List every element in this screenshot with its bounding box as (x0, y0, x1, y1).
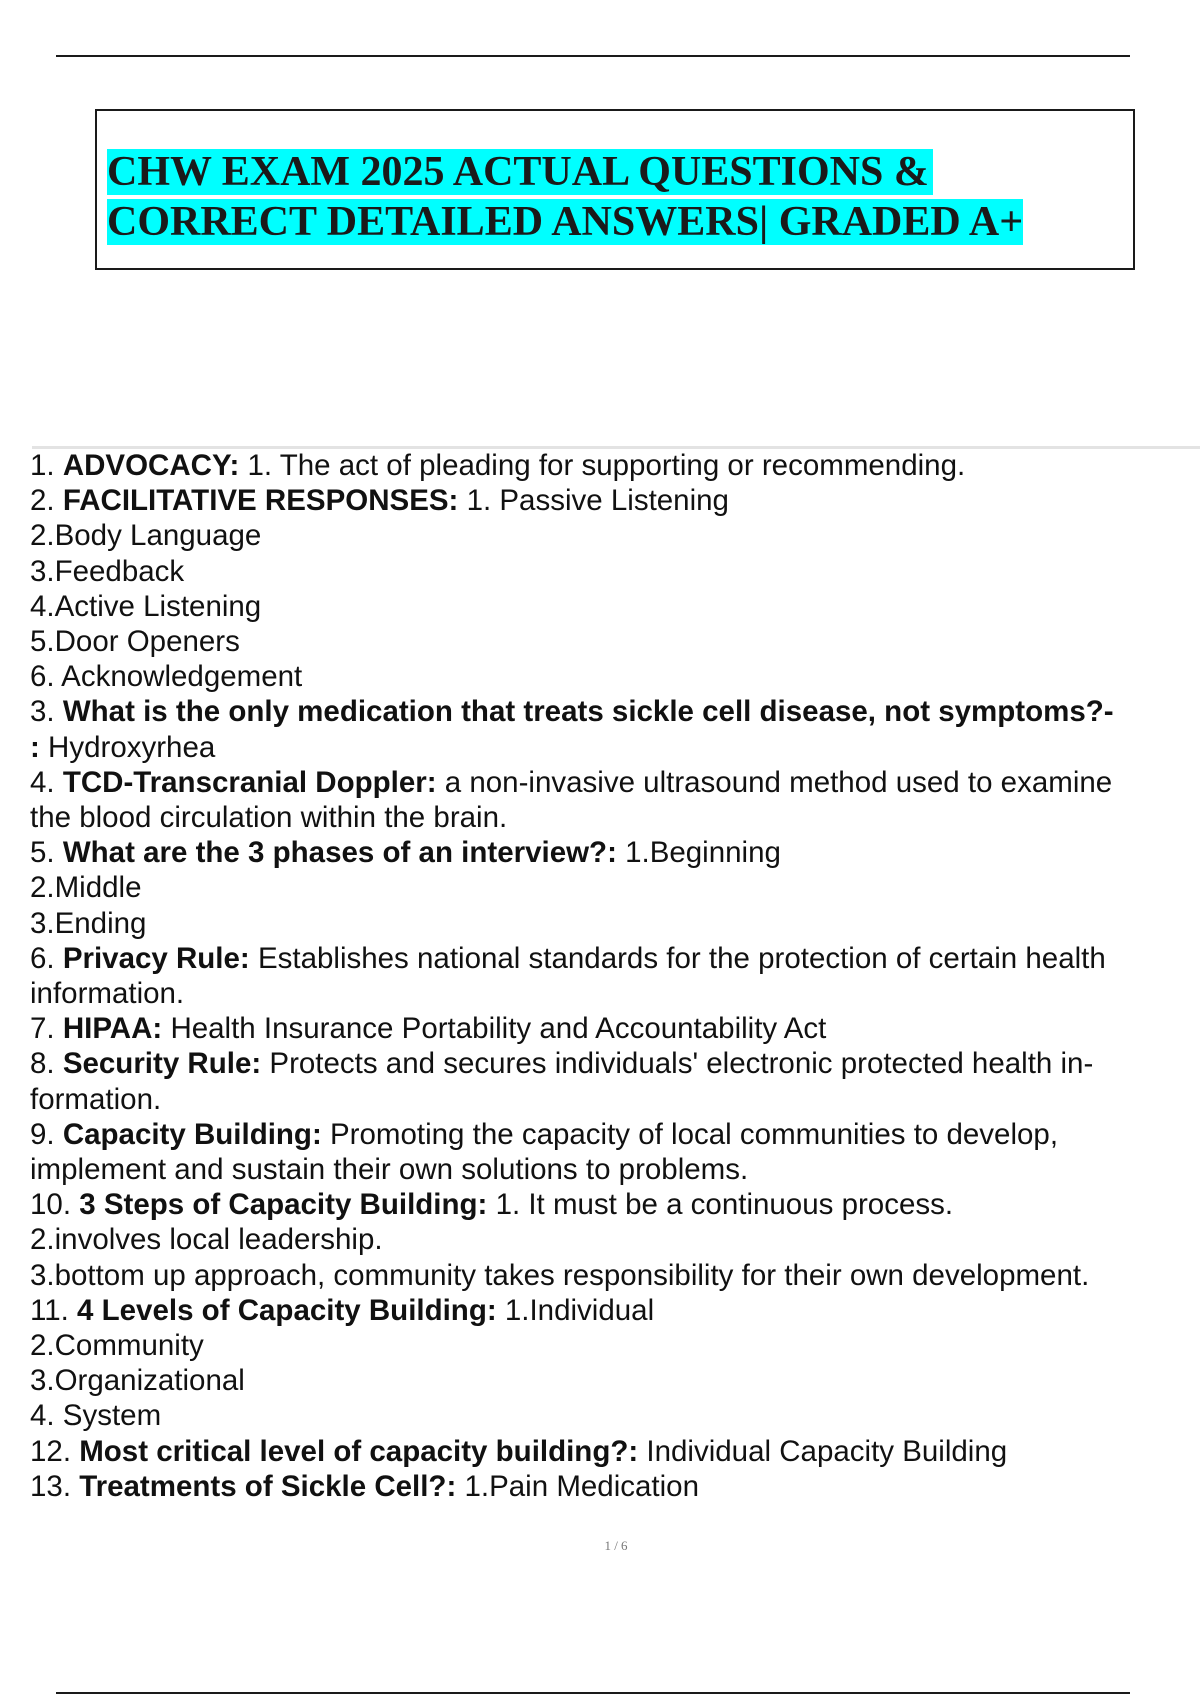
qa-entry (30, 1011, 1200, 1046)
bottom-rule (56, 1692, 1130, 1694)
entry-continuation: 2.Body Language (30, 519, 262, 553)
entry-answer: a non-invasive ultrasound method used to examine (444, 765, 1113, 799)
qa-entry (30, 1187, 1200, 1222)
qa-entry (30, 1434, 1200, 1469)
entry-continuation: 6. Acknowledgement (30, 660, 303, 694)
entry-term-continuation: : (30, 730, 40, 764)
entry-term: What is the only medication that treats sickle cell disease, not symptoms?- (62, 695, 1114, 729)
qa-entry (30, 765, 1200, 800)
qa-entry (30, 1293, 1200, 1328)
entry-term: Most critical level of capacity building?: (79, 1434, 639, 1468)
entry-number: 1. (30, 449, 55, 482)
entry-answer: 1.Individual (504, 1293, 655, 1327)
entry-continuation: 4.Active Listening (30, 589, 262, 623)
entry-answer: Protects and secures individuals' electronic protected health in- (269, 1047, 1094, 1081)
entry-term: ADVOCACY: (62, 449, 240, 482)
entry-number: 3. (30, 695, 55, 729)
entry-number: 2. (30, 484, 55, 518)
entry-continuation: the blood circulation within the brain. (30, 801, 508, 835)
entry-number: 4. (30, 765, 55, 799)
entry-continuation: 2.involves local leadership. (30, 1223, 383, 1257)
entry-number: 13. (30, 1469, 72, 1503)
entry-continuation: information. (30, 977, 185, 1011)
entry-number: 11. (30, 1293, 69, 1327)
title-box (95, 109, 1135, 270)
entry-answer: 1. Passive Listening (466, 484, 729, 518)
qa-entry (30, 694, 1200, 729)
entry-number: 10. (30, 1188, 72, 1222)
entry-answer: Health Insurance Portability and Accountability Act (170, 1012, 827, 1046)
entry-continuation: 5.Door Openers (30, 625, 240, 659)
entry-answer: Hydroxyrhea (48, 730, 216, 764)
entry-number: 5. (30, 836, 55, 870)
entry-term: TCD-Transcranial Doppler: (62, 765, 437, 799)
entry-term: 3 Steps of Capacity Building: (79, 1188, 488, 1222)
entry-continuation: 3.Organizational (30, 1364, 245, 1398)
entry-number: 12. (30, 1434, 72, 1468)
qa-entry (30, 1469, 1200, 1504)
entry-number: 8. (30, 1047, 55, 1081)
entry-answer: Promoting the capacity of local communities to develop, (329, 1117, 1059, 1151)
qa-entry (30, 483, 1200, 518)
entry-number: 6. (30, 941, 55, 975)
title-line-1: CHW EXAM 2025 ACTUAL QUESTIONS & (107, 147, 933, 197)
entry-number: 9. (30, 1117, 55, 1151)
entry-term: Capacity Building: (62, 1117, 322, 1151)
entry-term: What are the 3 phases of an interview?: (62, 836, 617, 870)
qa-entry (30, 835, 1200, 870)
entry-continuation (30, 730, 1200, 765)
document-title (107, 147, 1023, 247)
qa-entry (30, 941, 1200, 976)
entry-continuation: formation. (30, 1082, 162, 1116)
entry-answer: Individual Capacity Building (646, 1434, 1008, 1468)
entry-answer: 1. The act of pleading for supporting or recommending. (247, 449, 966, 482)
entry-term: 4 Levels of Capacity Building: (77, 1293, 497, 1327)
entry-term: Privacy Rule: (62, 941, 250, 975)
entry-answer: 1.Beginning (625, 836, 781, 870)
entry-continuation: 3.bottom up approach, community takes responsibility for their own development. (30, 1258, 1090, 1292)
top-rule (56, 55, 1130, 57)
qa-entry (30, 448, 1200, 483)
entry-continuation: implement and sustain their own solutions to problems. (30, 1153, 749, 1187)
qa-list (30, 448, 1200, 1504)
entry-term: Security Rule: (62, 1047, 262, 1081)
entry-term: Treatments of Sickle Cell?: (79, 1469, 457, 1503)
entry-answer: 1.Pain Medication (464, 1469, 699, 1503)
entry-continuation: 2.Community (30, 1329, 204, 1363)
entry-continuation: 3.Feedback (30, 554, 185, 588)
qa-entry (30, 1046, 1200, 1081)
entry-answer: Establishes national standards for the protection of certain health (257, 941, 1106, 975)
entry-continuation: 3.Ending (30, 906, 147, 940)
entry-term: HIPAA: (62, 1012, 163, 1046)
entry-number: 7. (30, 1012, 55, 1046)
qa-entry (30, 1117, 1200, 1152)
title-line-2: CORRECT DETAILED ANSWERS| GRADED A+ (107, 199, 1024, 245)
page-indicator: 1 / 6 (604, 1538, 628, 1553)
entry-continuation: 2.Middle (30, 871, 142, 905)
entry-continuation: 4. System (30, 1399, 162, 1433)
entry-answer: 1. It must be a continuous process. (495, 1188, 954, 1222)
entry-term: FACILITATIVE RESPONSES: (62, 484, 459, 518)
